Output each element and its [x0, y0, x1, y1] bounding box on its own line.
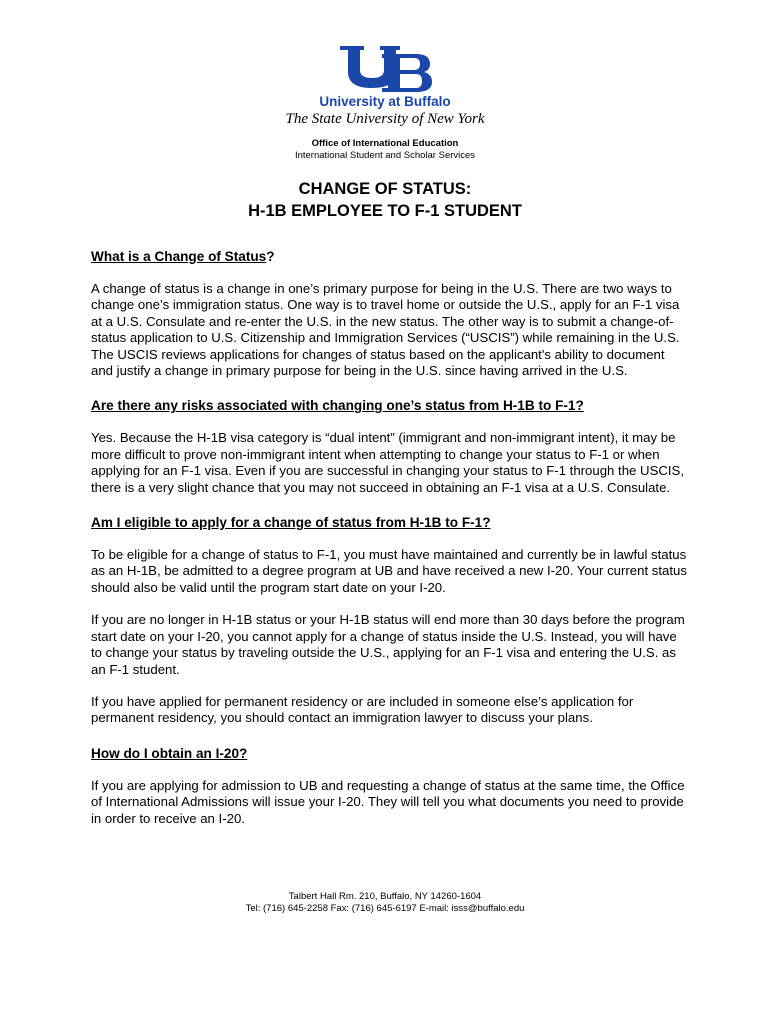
document-title-line2: H-1B EMPLOYEE TO F-1 STUDENT: [248, 202, 522, 220]
footer-contact: Tel: (716) 645-2258 Fax: (716) 645-6197 E-mail: isss@buffalo.edu: [245, 903, 525, 914]
university-subtitle: The State University of New York: [285, 111, 485, 127]
document-body: [91, 248, 687, 843]
university-name: University at Buffalo: [319, 94, 451, 109]
ub-logo-icon: [330, 40, 440, 92]
paragraph: To be eligible for a change of status to F-1, you must have maintained and currently be in lawful status as an H-1B, be admitted to a degree program at UB and have received a new I-20. Your current status should also be valid until the program start date on your I-20.: [91, 547, 687, 595]
section-heading-eligibility: Am I eligible to apply for a change of status from H-1B to F-1?: [91, 515, 491, 531]
paragraph: If you are no longer in H-1B status or your H-1B status will end more than 30 days before the program start date on your I-20, you cannot apply for a change of status inside the U.S. Instead, you will have to change your status by traveling outside the U.S., applying for an F-1 visa and entering the U.S. as an F-1 student.: [91, 612, 685, 677]
paragraph: Yes. Because the H-1B visa category is “dual intent” (immigrant and non-immigrant intent), it may be more difficult to prove non-immigrant intent when attempting to change your status to F-1 or when applying for an F-1 visa. Even if you are successful in changing your status to F-1 through the USCIS, there is a very slight chance that you may not succeed in obtaining an F-1 visa at a U.S. Consulate.: [91, 430, 685, 495]
paragraph: A change of status is a change in one’s primary purpose for being in the U.S. There are two ways to change one’s immigration status. One way is to travel home or outside the U.S., apply for an F-1 visa at a U.S. Consulate and re-enter the U.S. in the new status. The other way is to submit a change-of-status application to U.S. Citizenship and Immigration Services (“USCIS”) while remaining in the U.S. The USCIS reviews applications for changes of status based on the applicant's ability to document and justify a change in primary purpose for being in the U.S. since having arrived in the U.S.: [91, 281, 680, 379]
paragraph: If you have applied for permanent residency or are included in someone else’s application for permanent residency, you should contact an immigration lawyer to discuss your plans.: [91, 693, 634, 726]
footer-address: Talbert Hall Rm. 210, Buffalo, NY 14260-1604: [288, 891, 482, 902]
section-heading-obtain-i20: How do I obtain an I-20?: [91, 745, 248, 761]
document-title-line1: CHANGE OF STATUS:: [298, 180, 472, 198]
office-name: Office of International Education: [311, 138, 459, 149]
office-subtitle: International Student and Scholar Services: [294, 150, 476, 161]
section-heading-what-is: What is a Change of Status?: [91, 249, 275, 264]
section-heading-risks: Are there any risks associated with changing one’s status from H-1B to F-1?: [91, 398, 584, 414]
paragraph: If you are applying for admission to UB and requesting a change of status at the same time, the Office of International Admissions will issue your I-20. They will tell you what documents you need to provide in order to receive an I-20.: [91, 777, 685, 826]
